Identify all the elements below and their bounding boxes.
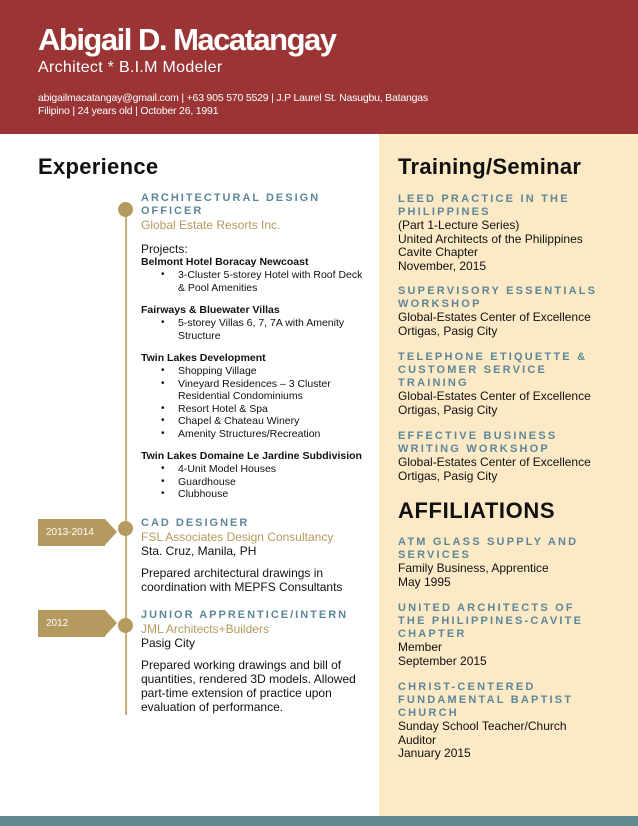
job-description: Prepared working drawings and bill of quantities, rendered 3D models. Allowed part-time extension of practice upon evaluation of performance. bbox=[141, 658, 356, 714]
project-list bbox=[141, 463, 366, 501]
training-detail: Ortigas, Pasig City bbox=[398, 402, 498, 417]
project-name: Fairways & Bluewater Villas bbox=[141, 304, 280, 316]
affiliations-heading: AFFILIATIONS bbox=[398, 498, 556, 523]
affiliation-entry bbox=[398, 536, 598, 589]
experience-heading: Experience bbox=[38, 154, 159, 179]
contact-line: abigailmacatangay@gmail.com | +63 905 570 5529 | J.P Laurel St. Nasugbu, Batangas bbox=[38, 92, 428, 104]
training-entry bbox=[398, 193, 598, 273]
list-item: • 4-Unit Model Houses bbox=[141, 463, 366, 476]
project-name: Twin Lakes Domaine Le Jardine Subdivision bbox=[141, 450, 362, 462]
training-title: SUPERVISORY ESSENTIALS WORKSHOP bbox=[398, 285, 598, 310]
affiliation-detail: Sunday School Teacher/Church Auditor bbox=[398, 719, 567, 747]
training-detail: November, 2015 bbox=[398, 258, 487, 273]
company-name: FSL Associates Design Consultancy bbox=[141, 530, 334, 544]
training-entry bbox=[398, 430, 598, 483]
training-detail: United Architects of the Philippines bbox=[398, 231, 583, 246]
job-entry bbox=[141, 192, 366, 501]
affiliation-detail: January 2015 bbox=[398, 746, 471, 760]
job-title: CAD DESIGNER bbox=[141, 517, 250, 529]
date-tag: 2013-2014 bbox=[38, 519, 105, 546]
affiliation-detail: May 1995 bbox=[398, 574, 451, 589]
timeline-dot bbox=[118, 521, 133, 536]
resume-header bbox=[0, 0, 638, 134]
list-item: • 5-storey Villas 6, 7, 7A with Amenity Structure bbox=[141, 317, 366, 342]
candidate-subtitle: Architect * B.I.M Modeler bbox=[38, 59, 223, 76]
list-item: • Resort Hotel & Spa bbox=[141, 403, 366, 416]
project-list bbox=[141, 269, 366, 294]
training-detail: Global-Estates Center of Excellence bbox=[398, 389, 591, 403]
affiliation-title: ATM GLASS SUPPLY AND SERVICES bbox=[398, 536, 579, 561]
affiliation-entry bbox=[398, 681, 598, 761]
company-name: Global Estate Resorts Inc. bbox=[141, 218, 281, 232]
job-entry bbox=[141, 609, 366, 714]
affiliation-detail: Member bbox=[398, 640, 443, 654]
training-entry bbox=[398, 351, 598, 417]
list-item: • 3-Cluster 5-storey Hotel with Roof Deck & Pool Amenities bbox=[141, 269, 366, 294]
job-description: Prepared architectural drawings in coordination with MEPFS Consultants bbox=[141, 566, 343, 594]
company-name: JML Architects+Builders bbox=[141, 622, 269, 636]
affiliation-title: UNITED ARCHITECTS OF THE PHILIPPINES-CAVITE CHAPTER bbox=[398, 602, 584, 640]
personal-info-line: Filipino | 24 years old | October 26, 1991 bbox=[38, 105, 219, 117]
job-title: ARCHITECTURAL DESIGN OFFICER bbox=[141, 192, 321, 217]
training-heading: Training/Seminar bbox=[398, 154, 582, 179]
training-detail: Global-Estates Center of Excellence bbox=[398, 310, 591, 324]
affiliation-entry bbox=[398, 602, 598, 668]
affiliation-detail: Family Business, Apprentice bbox=[398, 561, 549, 575]
training-detail: (Part 1-Lecture Series) bbox=[398, 218, 520, 232]
projects-label: Projects: bbox=[141, 242, 188, 256]
candidate-name: Abigail D. Macatangay bbox=[38, 22, 336, 57]
timeline-dot bbox=[118, 202, 133, 217]
job-location: Pasig City bbox=[141, 636, 196, 650]
project-list bbox=[141, 317, 366, 342]
timeline-dot bbox=[118, 618, 133, 633]
training-detail: Ortigas, Pasig City bbox=[398, 468, 498, 483]
job-title: JUNIOR APPRENTICE/INTERN bbox=[141, 609, 349, 621]
list-item: • Amenity Structures/Recreation bbox=[141, 428, 366, 441]
list-item: • Guardhouse bbox=[141, 476, 366, 489]
project-name: Belmont Hotel Boracay Newcoast bbox=[141, 256, 309, 268]
training-detail: Ortigas, Pasig City bbox=[398, 323, 498, 338]
training-detail: Global-Estates Center of Excellence bbox=[398, 455, 591, 469]
list-item: • Vineyard Residences – 3 Cluster Residential Condominiums bbox=[141, 378, 366, 403]
timeline-line bbox=[125, 210, 127, 715]
list-item: • Chapel & Chateau Winery bbox=[141, 415, 366, 428]
job-location: Sta. Cruz, Manila, PH bbox=[141, 544, 257, 558]
training-title: TELEPHONE ETIQUETTE & CUSTOMER SERVICE TRAINING bbox=[398, 351, 588, 389]
list-item: • Shopping Village bbox=[141, 365, 366, 378]
affiliation-title: CHRIST-CENTERED FUNDAMENTAL BAPTIST CHURCH bbox=[398, 681, 574, 719]
footer-bar bbox=[0, 816, 638, 826]
job-entry bbox=[141, 517, 366, 594]
affiliation-detail: September 2015 bbox=[398, 653, 487, 668]
list-item: • Clubhouse bbox=[141, 488, 366, 501]
training-detail: Cavite Chapter bbox=[398, 245, 479, 259]
training-entry bbox=[398, 285, 598, 338]
training-title: LEED PRACTICE IN THE PHILIPPINES bbox=[398, 193, 570, 218]
date-tag: 2012 bbox=[38, 610, 105, 637]
project-name: Twin Lakes Development bbox=[141, 352, 266, 364]
training-title: EFFECTIVE BUSINESS WRITING WORKSHOP bbox=[398, 430, 558, 455]
project-list bbox=[141, 365, 366, 440]
